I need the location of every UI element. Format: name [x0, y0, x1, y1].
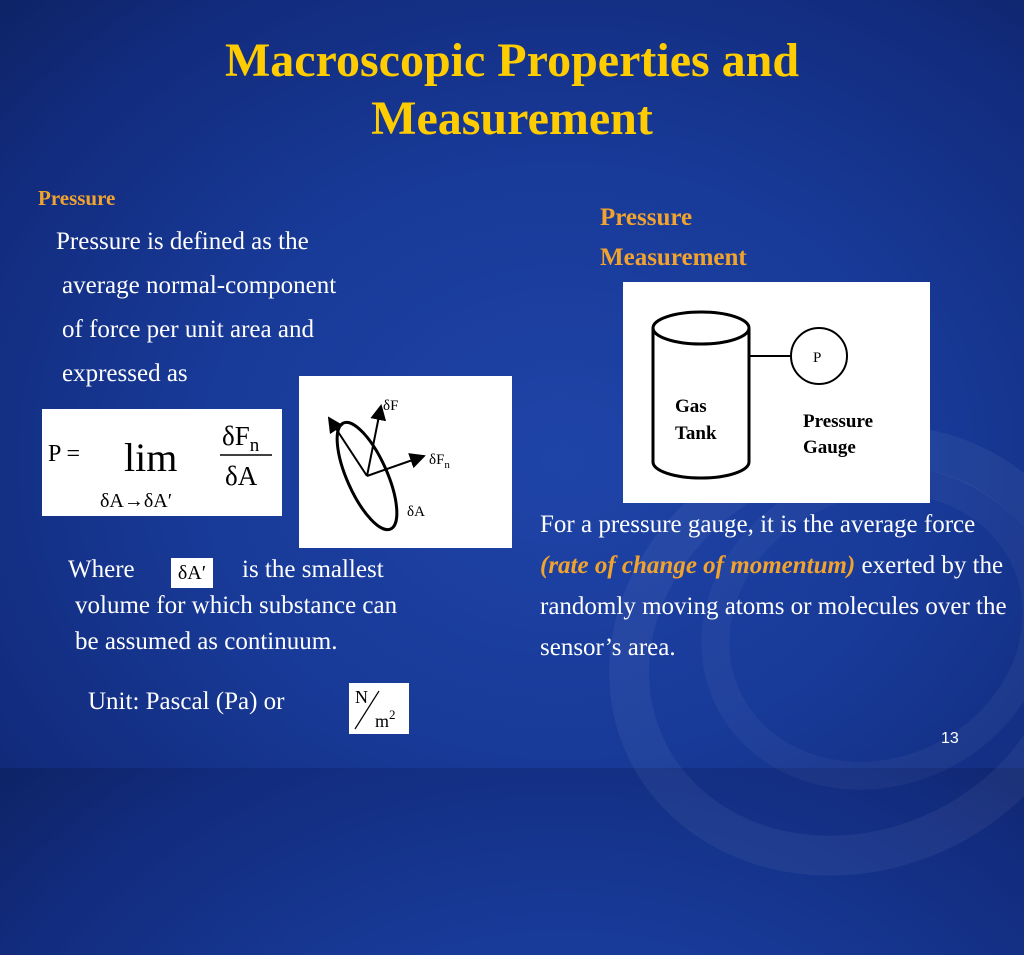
unit-numerator: N [355, 687, 368, 707]
title-line-1: Macroscopic Properties and [224, 34, 800, 87]
definition-line-3: of force per unit area and [62, 316, 314, 343]
gauge-label-1: Pressure [803, 411, 874, 432]
tank-top [653, 312, 749, 344]
gauge-paragraph-emphasis: (rate of change of momentum) [540, 552, 856, 579]
pressure-measurement-heading [600, 198, 747, 278]
gas-tank-diagram [623, 282, 930, 503]
gauge-symbol: P [813, 350, 822, 366]
where-line-2: volume for which substance can [75, 592, 398, 619]
where-rest: is the smallest [242, 556, 384, 583]
area-label: δA [407, 504, 425, 520]
tank-label-1: Gas [675, 396, 707, 417]
pressure-heading: Pressure [38, 186, 116, 210]
slide-title [0, 32, 1024, 148]
formula-lhs: P = [48, 441, 80, 467]
tank-gauge-graphic [623, 282, 930, 503]
gauge-label-2: Gauge [803, 437, 856, 458]
area-element-figure [299, 376, 512, 548]
force-label: δF [383, 398, 399, 414]
formula-graphic [42, 409, 282, 516]
unit-denominator: $m^2$ [375, 707, 396, 731]
where-word: Where [68, 556, 135, 583]
formula-denominator: δA [225, 461, 258, 491]
definition-line-2: average normal-component [62, 272, 337, 299]
tank-label-2: Tank [675, 423, 717, 444]
measurement-heading-line-1: Pressure [600, 204, 693, 231]
normal-force-label: $\delta F_n$ [429, 452, 450, 471]
formula-lim: lim [124, 435, 178, 480]
tangent-arrow [329, 418, 367, 476]
formula-numerator: $\delta F_n$ [222, 421, 260, 456]
gauge-paragraph-part-2: exerted by the randomly moving atoms or molecules over the sensor’s area. [540, 552, 1007, 661]
pressure-gauge-paragraph [540, 504, 1010, 668]
unit-fraction [349, 683, 409, 734]
force-vector-diagram [299, 376, 512, 548]
where-symbol-box [171, 558, 213, 588]
unit-fraction-graphic [349, 683, 409, 734]
where-symbol: δA′ [177, 562, 207, 584]
formula-limit-subscript: δA→δA′ [100, 490, 173, 512]
pressure-formula [42, 409, 282, 516]
definition-line-1: Pressure is defined as the [56, 228, 309, 255]
where-line-3: be assumed as continuum. [75, 628, 338, 655]
gauge-paragraph-part-1: For a pressure gauge, it is the average force [540, 511, 976, 538]
definition-line-4: expressed as [62, 360, 188, 387]
measurement-heading-line-2: Measurement [600, 244, 747, 271]
normal-force-arrow [367, 456, 424, 476]
page-number: 13 [941, 730, 959, 747]
unit-text: Unit: Pascal (Pa) or [88, 688, 285, 715]
title-line-2: Measurement [371, 92, 653, 145]
